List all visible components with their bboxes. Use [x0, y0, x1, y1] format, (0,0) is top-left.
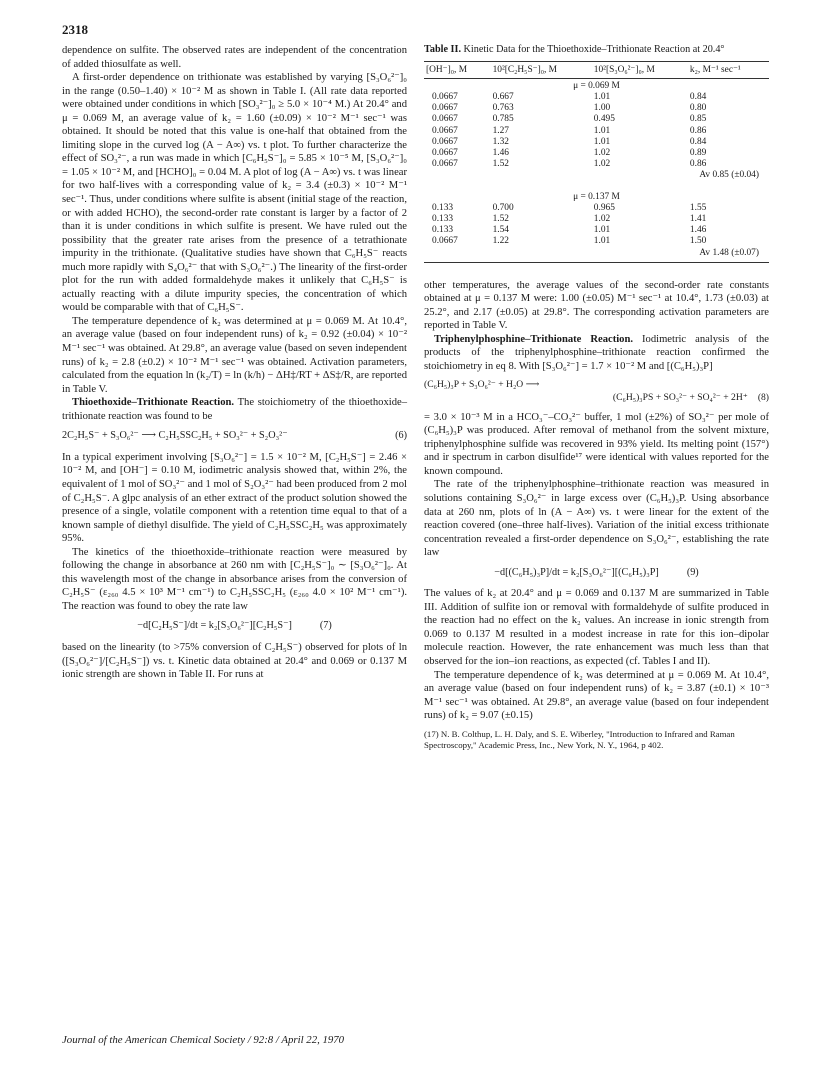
table-row: [424, 159, 769, 170]
table-cell: 0.965: [593, 202, 615, 213]
table-row: [424, 148, 769, 159]
table-cell: 0.0667: [432, 136, 458, 147]
column-header: 10²[S₃O₆²⁻]₀, M: [592, 61, 688, 78]
section-heading: Triphenylphosphine–Trithionate Reaction.: [434, 333, 634, 345]
table-row: [424, 225, 769, 236]
table-cell: 1.54: [492, 225, 509, 236]
table-cell: 0.0667: [432, 147, 458, 158]
equation-line: (C₆H₅)₃P + S₃O₆²⁻ + H₂O ⟶: [424, 378, 540, 390]
paragraph: The rate of the triphenylphosphine–trithionate reaction was measured in solutions containing S₃O₆²⁻ in large excess over (C₆H₅)₃P. Using absorbance data at 260 nm, plots of ln (A − A∞) vs. t were linear for the extent of the reaction covered (one–three half-lives). Variation of the initial excess trithionate concentration revealed a first-order dependence on S₃O₆²⁻, establishing the rate law: [424, 479, 769, 559]
paragraph: The temperature dependence of k₂ was determined at μ = 0.069 M. At 10.4°, an average value (based on four independent runs) of k₂ = 3.87 (±0.1) × 10⁻³ M⁻¹ sec⁻¹ was obtained. At 29.8°, an average value (based on four independent runs) of k₂ = 9.07 (±0.15): [424, 669, 769, 722]
kinetic-data-table: [424, 61, 769, 263]
equation-6: [62, 429, 407, 443]
table-row: [424, 114, 769, 125]
column-header: k₂, M⁻¹ sec⁻¹: [688, 61, 769, 78]
equation-7: [62, 619, 407, 633]
left-column: [62, 44, 407, 682]
table-label: Table II.: [424, 44, 461, 55]
equation-number: (9): [686, 566, 699, 578]
table-cell: 1.52: [492, 213, 509, 224]
page-number: 2318: [62, 22, 88, 37]
paragraph: The values of k₂ at 20.4° and μ = 0.069 and 0.137 M are summarized in Table III. Addition of sulfite ion or removal with formaldehyde of sulfite produced in the reaction had no effect on the k₂ values. An increase in ionic strength from 0.069 to 0.137 M resulted in a modest increase in rate for this ion–dipolar molecule reaction. However, the rate enhancement was much less than that observed for the ion–ion reactions, as expected (cf. Tables I and II).: [424, 588, 769, 667]
paragraph: [424, 333, 769, 374]
table-cell: 1.01: [593, 125, 611, 136]
table-cell: 0.0667: [432, 125, 458, 136]
table-cell: 1.50: [689, 236, 707, 247]
table-cell: 0.700: [492, 202, 514, 213]
table-cell: 0.133: [432, 202, 454, 213]
table-cell: 0.86: [689, 159, 707, 170]
table-cell: 0.86: [689, 125, 707, 136]
equation-9: [424, 566, 769, 580]
table-cell: 0.133: [432, 225, 454, 236]
equation-number: (7): [319, 620, 332, 632]
table-cell: 0.0667: [432, 114, 458, 125]
table-row: [424, 137, 769, 148]
ionic-strength-label: μ = 0.137 M: [573, 191, 620, 202]
table-cell: 1.27: [492, 125, 509, 136]
equation-body: 2C₂H₅S⁻ + S₃O₆²⁻ ⟶ C₂H₅SSC₂H₅ + SO₃²⁻ + S₂O₃²⁻: [62, 430, 288, 442]
table-cell: 1.01: [593, 225, 611, 236]
table-row: [424, 126, 769, 137]
table-cell: 0.0667: [432, 103, 458, 114]
paragraph: other temperatures, the average values of the second-order rate constants obtained at μ = 0.137 M were: 1.00 (±0.05) M⁻¹ sec⁻¹ at 10.4°, 1.73 (±0.03) at 25.2°, and 2.17 (±0.05) at 29.8°. The corresponding activation parameters are reported in Table V.: [424, 279, 769, 332]
table-caption: [424, 44, 769, 57]
table-cell: 1.52: [492, 159, 509, 170]
paragraph-text: The stoichiometry of the thioethoxide–trithionate reaction was found to be: [62, 397, 407, 422]
table-cell: 0.80: [689, 103, 707, 114]
table-cell: 1.41: [689, 213, 707, 224]
table-cell: 0.0667: [432, 159, 458, 170]
ionic-strength-label: μ = 0.069 M: [573, 80, 620, 91]
table-row: [424, 236, 769, 247]
paragraph: The kinetics of the thioethoxide–trithionate reaction were measured by following the change in absorbance at 260 nm with [C₂H₅S⁻]₀ ∼ [S₃O₆²⁻]₀. At this wavelength most of the change in absorbance arises from the conversion of C₂H₅S⁻ (ε₂₆₀ 4.5 × 10³ M⁻¹ cm⁻¹) to C₂H₅SSC₂H₅ (ε₂₆₀ 4.0 × 10² M⁻¹ cm⁻¹). The reaction was found to obey the rate law: [62, 546, 407, 612]
paragraph-text: Iodimetric analysis of the products of the triphenylphosphine–trithionate reaction confirmed the stoichiometry in eq 8. With [S₃O₆²⁻] = 1.7 × 10⁻² M and [(C₆H₅)₃P]: [424, 333, 769, 373]
table-cell: 0.133: [432, 213, 454, 224]
table-cell: 1.01: [593, 136, 611, 147]
table-cell: 0.0667: [432, 91, 458, 102]
footnote: (17) N. B. Colthup, L. H. Daly, and S. E. Wiberley, "Introduction to Infrared and Raman Spectroscopy," Academic Press, Inc., New York, N. Y., 1964, p 402.: [424, 728, 735, 750]
average-value: Av 0.85 (±0.04): [699, 170, 759, 181]
paragraph: based on the linearity (to >75% conversion of C₂H₅S⁻) observed for plots of ln ([S₃O₆²⁻]/[C₂H₅S⁻]) vs. t. Kinetic data obtained at 20.4° and 0.069 or 0.137 M ionic strength are shown in Table II. For runs at: [62, 641, 407, 681]
table-cell: 1.02: [593, 213, 611, 224]
table-row: [424, 203, 769, 214]
table-cell: 1.32: [492, 136, 509, 147]
right-column: [424, 44, 769, 750]
table-cell: 0.84: [689, 136, 707, 147]
table-cell: 0.667: [492, 91, 514, 102]
paragraph: [62, 396, 407, 423]
table-cell: 1.02: [593, 147, 611, 158]
journal-footer: Journal of the American Chemical Society / 92:8 / April 22, 1970: [62, 1034, 345, 1046]
table-cell: 1.01: [593, 91, 611, 102]
table-cell: 0.495: [593, 114, 615, 125]
table-row: [424, 214, 769, 225]
table-cell: 0.785: [492, 114, 514, 125]
table-cell: 0.763: [492, 103, 514, 114]
table-cell: 1.00: [593, 103, 611, 114]
paragraph: dependence on sulfite. The observed rates are independent of the concentration of added thiosulfate as well.: [62, 45, 407, 70]
paragraph: In a typical experiment involving [S₃O₆²⁻] = 1.5 × 10⁻² M, [C₂H₅S⁻] = 2.46 × 10⁻² M, and [OH⁻] = 0.10 M, iodimetric analysis showed that, within 2%, the equivalent of 1 mol of SO₃²⁻ and 1 mol of S₂O₃²⁻ had been produced from 2 mol of C₂H₅S⁻. A glpc analysis of an ether extract of the product solution showed the presence of a single, volatile component with a retention time equal to that of a known sample of diethyl disulfide. The yield of C₂H₅SSC₂H₅ was approximately 95%.: [62, 451, 407, 545]
paragraph: The temperature dependence of k₂ was determined at μ = 0.069 M. At 10.4°, an average value (based on four independent runs) of k₂ = 0.92 (±0.04) × 10⁻² M⁻¹ sec⁻¹ was obtained. At 29.8°, an average value (based on seven independent runs) of k₂ = 2.8 (±0.2) × 10⁻² M⁻¹ sec⁻¹ was obtained. Activation parameters, calculated from the equation ln (k₂/T) = ln (k/h) − ΔH‡/RT + ΔS‡/R, are reported in Table V.: [62, 315, 407, 395]
table-row: [424, 103, 769, 114]
table-cell: 1.22: [492, 236, 509, 247]
equation-8: [424, 378, 769, 405]
column-header: 10²[C₂H₅S⁻]₀, M: [491, 61, 592, 78]
table-cell: 0.89: [689, 147, 707, 158]
paragraph: = 3.0 × 10⁻³ M in a HCO₃⁻–CO₃²⁻ buffer, 1 mol (±2%) of SO₃²⁻ per mole of (C₆H₅)₃P was produced. After removal of methanol from the solvent mixture, triphenylphosphine sulfide was recovered in 93% yield. Its melting point (157°) and ir spectrum in carbon disulfide¹⁷ were identical with values reported for the known compound.: [424, 411, 769, 477]
equation-line: (C₆H₅)₃PS + SO₃²⁻ + SO₄²⁻ + 2H⁺: [612, 392, 748, 404]
equation-number: (6): [395, 430, 407, 442]
paragraph: A first-order dependence on trithionate was established by varying [S₃O₆²⁻]₀ in the range (0.50–1.40) × 10⁻² M as shown in Table I. (All rate data reported were obtained under conditions in which [SO₃²⁻]₀ ≥ 5.0 × 10⁻⁴ M.) At 20.4° and μ = 0.069 M, an average value of k₂ = 1.60 (±0.09) × 10⁻² M⁻¹ sec⁻¹ was obtained. It should be noted that this value is one-half that obtained from the limiting slope in the curved log (A − A∞) vs. t plot. To further characterize the effect of SO₃²⁻, a run was made in which [C₆H₅S⁻]₀ = 5.85 × 10⁻⁵ M, [S₃O₆²⁻]₀ = 1.05 × 10⁻² M, and [HCHO]₀ = 0.04 M. A plot of log (A − A∞) vs. t was linear for two half-lives with a corresponding value of k₂ = 3.4 (±0.3) × 10⁻² M⁻¹ sec⁻¹. Thus, under conditions where sulfite is absent (initial stage of the reaction, or with added HCHO), the second-order rate constant is larger by a factor of 2 than it is under conditions in which sulfite is present. We have ruled out the possibility that the greater rate arises from the presence of a tetrathionate impurity in the trithionate. (Qualitative studies have shown that C₆H₅S⁻ reacts much more rapidly with S₄O₆²⁻ that with S₃O₆²⁻.) The linearity of the first-order plot for the run with added formaldehyde makes it unlikely that C₆H₅S⁻ is actually reacting with a dilute impurity species, the concentration of which would be comparable with that of C₆H₅S⁻.: [62, 72, 407, 314]
average-value: Av 1.48 (±0.07): [424, 248, 769, 263]
table-title: Kinetic Data for the Thioethoxide–Trithionate Reaction at 20.4°: [461, 44, 725, 55]
equation-body: −d[C₂H₅S⁻]/dt = k₂[S₃O₆²⁻][C₂H₅S⁻]: [137, 620, 292, 632]
table-cell: 1.55: [689, 202, 707, 213]
table-2: [424, 44, 769, 263]
equation-body: −d[(C₆H₅)₃P]/dt = k₂[S₃O₆²⁻][(C₆H₅)₃P]: [494, 566, 659, 578]
column-header: [OH⁻]₀, M: [424, 61, 491, 78]
table-cell: 1.01: [593, 236, 611, 247]
section-heading: Thioethoxide–Trithionate Reaction.: [72, 397, 235, 409]
table-cell: 0.84: [689, 91, 707, 102]
table-cell: 0.85: [689, 114, 707, 125]
table-cell: 0.0667: [432, 236, 458, 247]
table-cell: 1.02: [593, 159, 611, 170]
table-cell: 1.46: [492, 147, 509, 158]
equation-number: (8): [757, 392, 769, 404]
table-cell: 1.46: [689, 225, 707, 236]
table-row: [424, 92, 769, 103]
